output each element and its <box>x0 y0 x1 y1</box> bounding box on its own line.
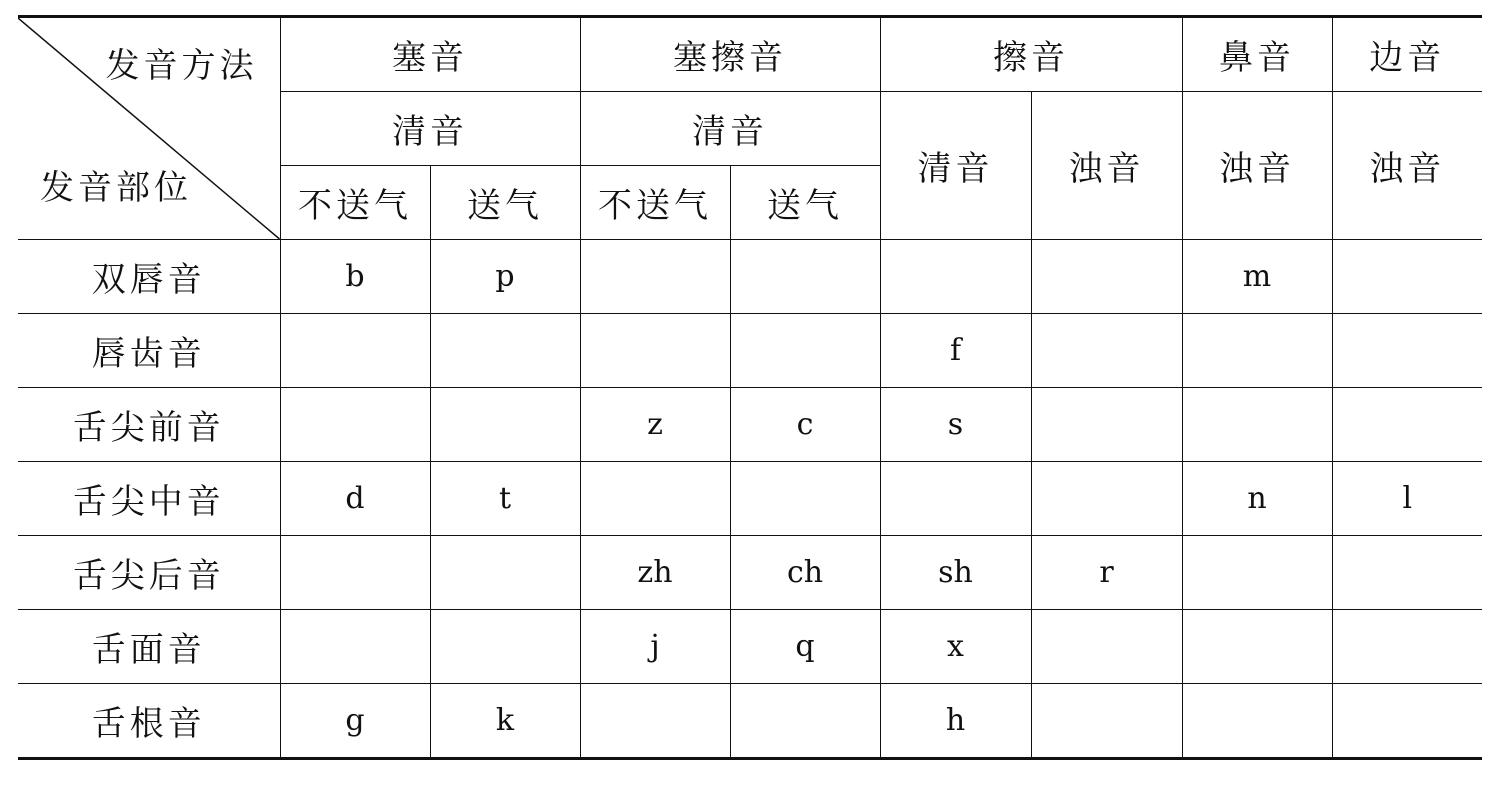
voicing-header-affricate: 清音 <box>580 92 880 166</box>
consonant-cell: sh <box>880 536 1031 610</box>
consonant-cell <box>1182 684 1332 759</box>
place-of-articulation-label: 双唇音 <box>18 240 280 314</box>
voicing-header-fricative-voiced: 浊音 <box>1031 92 1182 240</box>
consonant-table-document <box>18 15 1482 760</box>
consonant-cell <box>730 240 880 314</box>
voicing-header-fricative-voiceless: 清音 <box>880 92 1031 240</box>
manner-header-lateral: 边音 <box>1332 17 1482 92</box>
consonant-cell <box>580 684 730 759</box>
consonant-cell: ch <box>730 536 880 610</box>
consonant-cell <box>880 462 1031 536</box>
table-row <box>18 240 1482 314</box>
table-row <box>18 462 1482 536</box>
consonant-cell <box>580 462 730 536</box>
consonant-cell <box>1332 610 1482 684</box>
consonant-cell: x <box>880 610 1031 684</box>
consonant-cell <box>1182 536 1332 610</box>
place-of-articulation-label: 舌尖前音 <box>18 388 280 462</box>
consonant-cell: f <box>880 314 1031 388</box>
table-row <box>18 388 1482 462</box>
consonant-cell: h <box>880 684 1031 759</box>
table-row <box>18 684 1482 759</box>
consonant-cell: m <box>1182 240 1332 314</box>
consonant-cell <box>1332 240 1482 314</box>
consonant-cell: z <box>580 388 730 462</box>
place-of-articulation-label: 舌面音 <box>18 610 280 684</box>
consonant-cell: n <box>1182 462 1332 536</box>
aspiration-header-affricate-aspirated: 送气 <box>730 166 880 240</box>
manner-header-stop: 塞音 <box>280 17 580 92</box>
consonant-cell <box>1031 610 1182 684</box>
consonant-cell: g <box>280 684 430 759</box>
consonant-table <box>18 15 1482 760</box>
consonant-cell <box>1031 462 1182 536</box>
table-row <box>18 610 1482 684</box>
consonant-cell <box>1182 388 1332 462</box>
voicing-header-nasal: 浊音 <box>1182 92 1332 240</box>
consonant-cell <box>430 536 580 610</box>
aspiration-header-stop-unaspirated: 不送气 <box>280 166 430 240</box>
consonant-cell <box>1031 240 1182 314</box>
consonant-cell: k <box>430 684 580 759</box>
aspiration-header-stop-aspirated: 送气 <box>430 166 580 240</box>
consonant-cell <box>730 462 880 536</box>
consonant-cell <box>1332 536 1482 610</box>
place-of-articulation-label: 舌尖中音 <box>18 462 280 536</box>
consonant-cell <box>280 536 430 610</box>
place-axis-label: 发音部位 <box>40 168 192 208</box>
consonant-cell: d <box>280 462 430 536</box>
manner-header-affricate: 塞擦音 <box>580 17 880 92</box>
consonant-cell <box>1182 314 1332 388</box>
manner-header-nasal: 鼻音 <box>1182 17 1332 92</box>
consonant-cell <box>280 610 430 684</box>
consonant-cell: zh <box>580 536 730 610</box>
place-of-articulation-label: 唇齿音 <box>18 314 280 388</box>
consonant-cell: j <box>580 610 730 684</box>
voicing-header-lateral: 浊音 <box>1332 92 1482 240</box>
consonant-cell <box>1332 684 1482 759</box>
consonant-cell <box>1332 388 1482 462</box>
consonant-cell <box>280 314 430 388</box>
place-of-articulation-label: 舌尖后音 <box>18 536 280 610</box>
consonant-cell <box>430 388 580 462</box>
consonant-cell <box>580 240 730 314</box>
consonant-cell <box>280 388 430 462</box>
consonant-cell: l <box>1332 462 1482 536</box>
consonant-cell: p <box>430 240 580 314</box>
corner-header-cell <box>18 17 280 240</box>
table-row <box>18 536 1482 610</box>
consonant-cell <box>1031 388 1182 462</box>
consonant-cell: c <box>730 388 880 462</box>
manner-header-fricative: 擦音 <box>880 17 1182 92</box>
voicing-header-stop: 清音 <box>280 92 580 166</box>
consonant-cell <box>1182 610 1332 684</box>
consonant-cell <box>1332 314 1482 388</box>
consonant-cell: b <box>280 240 430 314</box>
aspiration-header-affricate-unaspirated: 不送气 <box>580 166 730 240</box>
header-row-manner <box>18 17 1482 92</box>
consonant-cell <box>430 314 580 388</box>
consonant-cell <box>730 684 880 759</box>
consonant-cell <box>1031 314 1182 388</box>
consonant-cell: q <box>730 610 880 684</box>
consonant-cell <box>430 610 580 684</box>
consonant-cell <box>1031 684 1182 759</box>
consonant-cell: r <box>1031 536 1182 610</box>
manner-axis-label: 发音方法 <box>105 46 258 86</box>
place-of-articulation-label: 舌根音 <box>18 684 280 759</box>
consonant-cell <box>730 314 880 388</box>
consonant-cell: s <box>880 388 1031 462</box>
consonant-cell <box>880 240 1031 314</box>
table-row <box>18 314 1482 388</box>
consonant-cell: t <box>430 462 580 536</box>
consonant-cell <box>580 314 730 388</box>
